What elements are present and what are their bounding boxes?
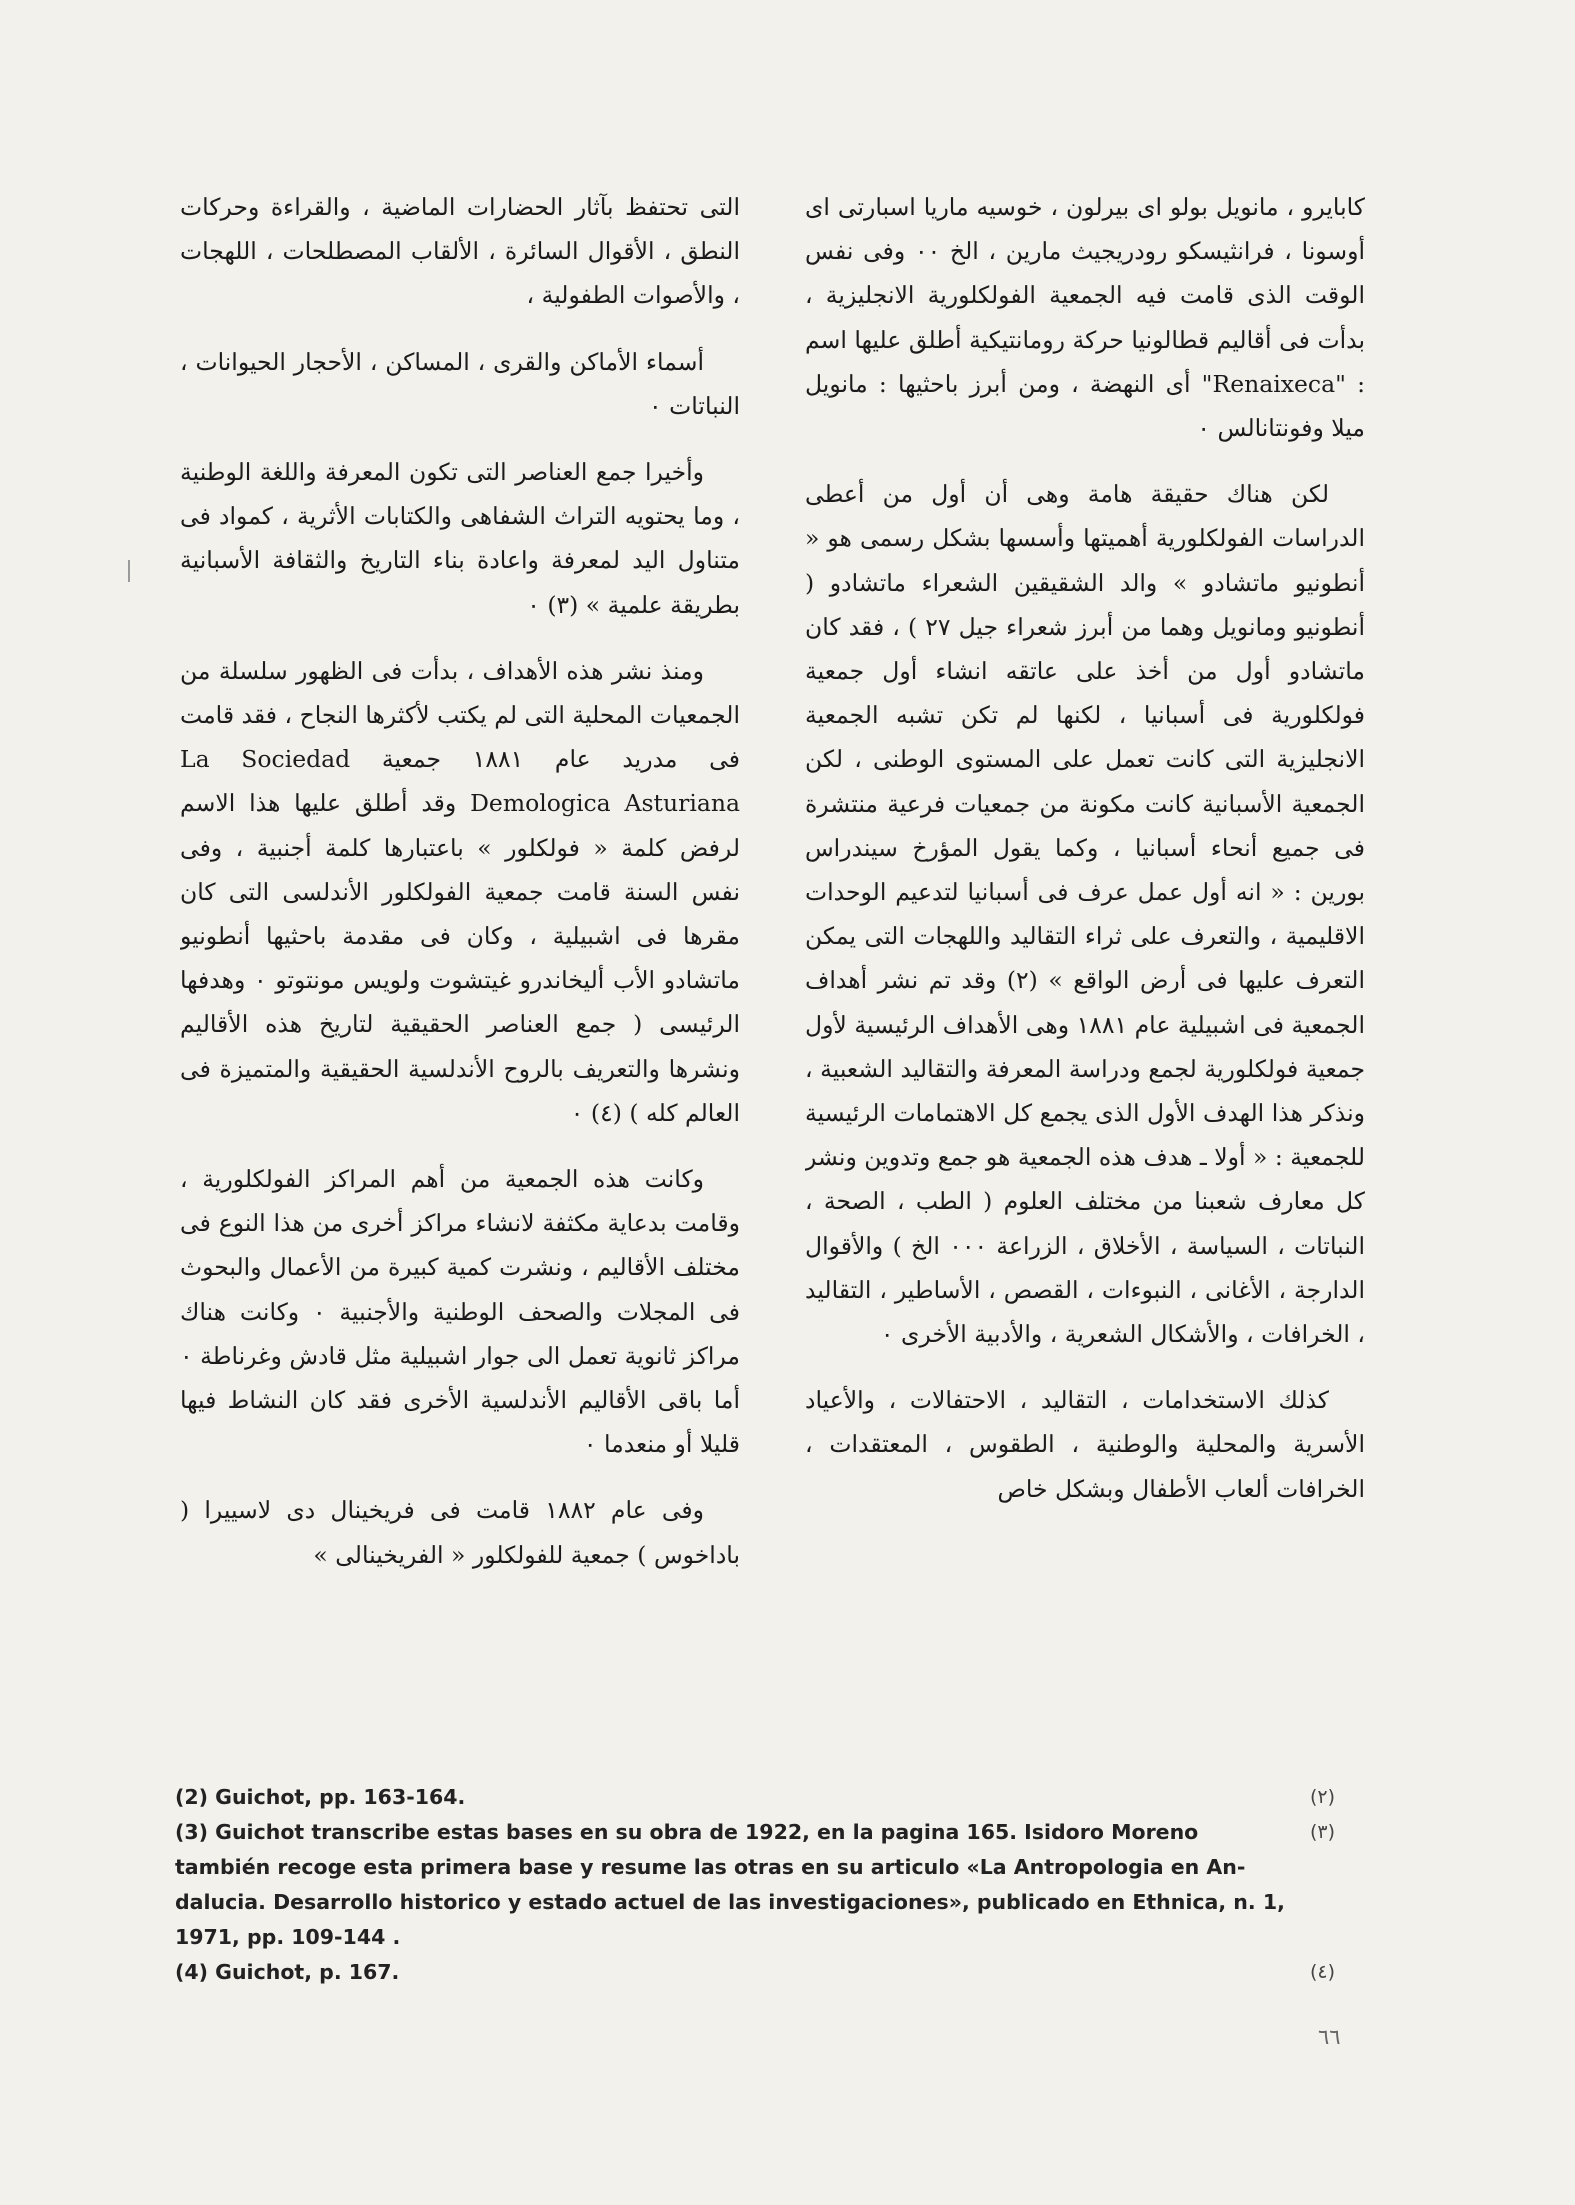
- footnote-marker: (٤): [1309, 1961, 1335, 1983]
- footnote-row: [175, 1920, 1335, 1955]
- margin-mark: [128, 560, 130, 582]
- footnote-text: 1971, pp. 109-144 .: [175, 1925, 401, 1949]
- footnote-text: (4) Guichot, p. 167.: [175, 1960, 400, 1984]
- footnote-row: [175, 1885, 1335, 1920]
- footnote-row: [175, 1815, 1335, 1850]
- footnote-text: dalucia. Desarrollo historico y estado actuel de las investigaciones», publicado en Ethnica, n. 1,: [175, 1890, 1285, 1914]
- left-column: [180, 185, 740, 1745]
- footnote-row: [175, 1955, 1335, 1990]
- footnote-marker: (٢): [1309, 1786, 1335, 1808]
- paragraph: كذلك الاستخدامات ، التقاليد ، الاحتفالات ، والأعياد الأسرية والمحلية والوطنية ، الطقوس ، المعتقدات ، الخرافات ألعاب الأطفال وبشكل خاص: [805, 1386, 1365, 1503]
- footnote-row: [175, 1780, 1335, 1815]
- paragraph: وأخيرا جمع العناصر التى تكون المعرفة واللغة الوطنية ، وما يحتويه التراث الشفاهى والكتابات الأثرية ، كمواد فى متناول اليد لمعرفة واعادة بناء التاريخ والثقافة الأسبانية بطريقة علمية » (٣) ٠: [180, 458, 740, 619]
- footnotes: [175, 1780, 1335, 1990]
- footnote-row: [175, 1850, 1335, 1885]
- paragraph: وكانت هذه الجمعية من أهم المراكز الفولكلورية ، وقامت بدعاية مكثفة لانشاء مراكز أخرى من هذا النوع فى مختلف الأقاليم ، ونشرت كمية كبيرة من الأعمال والبحوث فى المجلات والصحف الوطنية والأجنبية ٠ وكانت هناك مراكز ثانوية تعمل الى جوار اشبيلية مثل قادش وغرناطة ٠ أما باقى الأقاليم الأندلسية الأخرى فقد كان النشاط فيها قليلا أو منعدما ٠: [180, 1165, 740, 1459]
- paragraph: لكن هناك حقيقة هامة وهى أن أول من أعطى الدراسات الفولكلورية أهميتها وأسسها بشكل رسمى هو « أنطونيو ماتشادو » والد الشقيقين الشعراء ماتشادو ( أنطونيو ومانويل وهما من أبرز شعراء جيل ٢٧ ) ، فقد كان ماتشادو أول من أخذ على عاتقه انشاء أول جمعية فولكلورية فى أسبانيا ، لكنها لم تكن تشبه الجمعية الانجليزية التى كانت تعمل على المستوى الوطنى ، لكن الجمعية الأسبانية كانت مكونة من جمعيات فرعية منتشرة فى جميع أنحاء أسبانيا ، وكما يقول المؤرخ سيندراس بورين : « انه أول عمل عرف فى أسبانيا لتدعيم الوحدات الاقليمية ، والتعرف على ثراء التقاليد واللهجات التى يمكن التعرف عليها فى أرض الواقع » (٢) وقد تم نشر أهداف الجمعية فى اشبيلية عام ١٨٨١ وهى الأهداف الرئيسية لأول جمعية فولكلورية لجمع ودراسة المعرفة والتقاليد الشعبية ، ونذكر هذا الهدف الأول الذى يجمع كل الاهتمامات الرئيسية للجمعية : « أولا ـ هدف هذه الجمعية هو جمع وتدوين ونشر كل معارف شعبنا من مختلف العلوم ( الطب ، الصحة ، النباتات ، السياسة ، الأخلاق ، الزراعة ٠٠٠ الخ ) والأقوال الدارجة ، الأغانى ، النبوءات ، القصص ، الأساطير ، التقاليد ، الخرافات ، والأشكال الشعرية ، والأدبية الأخرى ٠: [805, 480, 1365, 1349]
- paragraph: ومنذ نشر هذه الأهداف ، بدأت فى الظهور سلسلة من الجمعيات المحلية التى لم يكتب لأكثرها النجاح ، فقد قامت فى مدريد عام ١٨٨١ جمعية La Sociedad Demologica Asturiana وقد أطلق عليها هذا الاسم لرفض كلمة « فولكلور » باعتبارها كلمة أجنبية ، وفى نفس السنة قامت جمعية الفولكلور الأندلسى التى كان مقرها فى اشبيلية ، وكان فى مقدمة باحثيها أنطونيو ماتشادو الأب أليخاندرو غيتشوت ولويس مونتوتو ٠ وهدفها الرئيسى ( جمع العناصر الحقيقية لتاريخ هذه الأقاليم ونشرها والتعريف بالروح الأندلسية الحقيقية والمتميزة فى العالم كله ) (٤) ٠: [180, 656, 740, 1127]
- right-column: [805, 185, 1365, 1745]
- page-number: ٦٦: [1318, 2025, 1341, 2049]
- paragraph: أسماء الأماكن والقرى ، المساكن ، الأحجار الحيوانات ، النباتات ٠: [180, 347, 740, 420]
- paragraph: التى تحتفظ بآثار الحضارات الماضية ، والقراءة وحركات النطق ، الأقوال السائرة ، الألقاب المصطلحات ، اللهجات ، والأصوات الطفولية ،: [180, 193, 740, 310]
- footnote-text: (3) Guichot transcribe estas bases en su obra de 1922, en la pagina 165. Isidoro Moreno: [175, 1820, 1199, 1844]
- paragraph: كابايرو ، مانويل بولو اى بيرلون ، خوسيه ماريا اسبارتى اى أوسونا ، فرانثيسكو رودريجيث مارين ، الخ ٠٠ وفى نفس الوقت الذى قامت فيه الجمعية الفولكلورية الانجليزية ، بدأت فى أقاليم قطالونيا حركة رومانتيكية أطلق عليها اسم : "Renaixeca" أى النهضة ، ومن أبرز باحثيها : مانويل ميلا وفونتانالس ٠: [805, 193, 1365, 443]
- footnote-text: (2) Guichot, pp. 163-164.: [175, 1785, 466, 1809]
- paragraph: وفى عام ١٨٨٢ قامت فى فريخينال دى لاسييرا ( باداخوس ) جمعية للفولكلور « الفريخينالى »: [180, 1496, 740, 1569]
- footnote-text: también recoge esta primera base y resume las otras en su articulo «La Antropologia en An-: [175, 1855, 1246, 1879]
- footnote-marker: (٣): [1309, 1821, 1335, 1843]
